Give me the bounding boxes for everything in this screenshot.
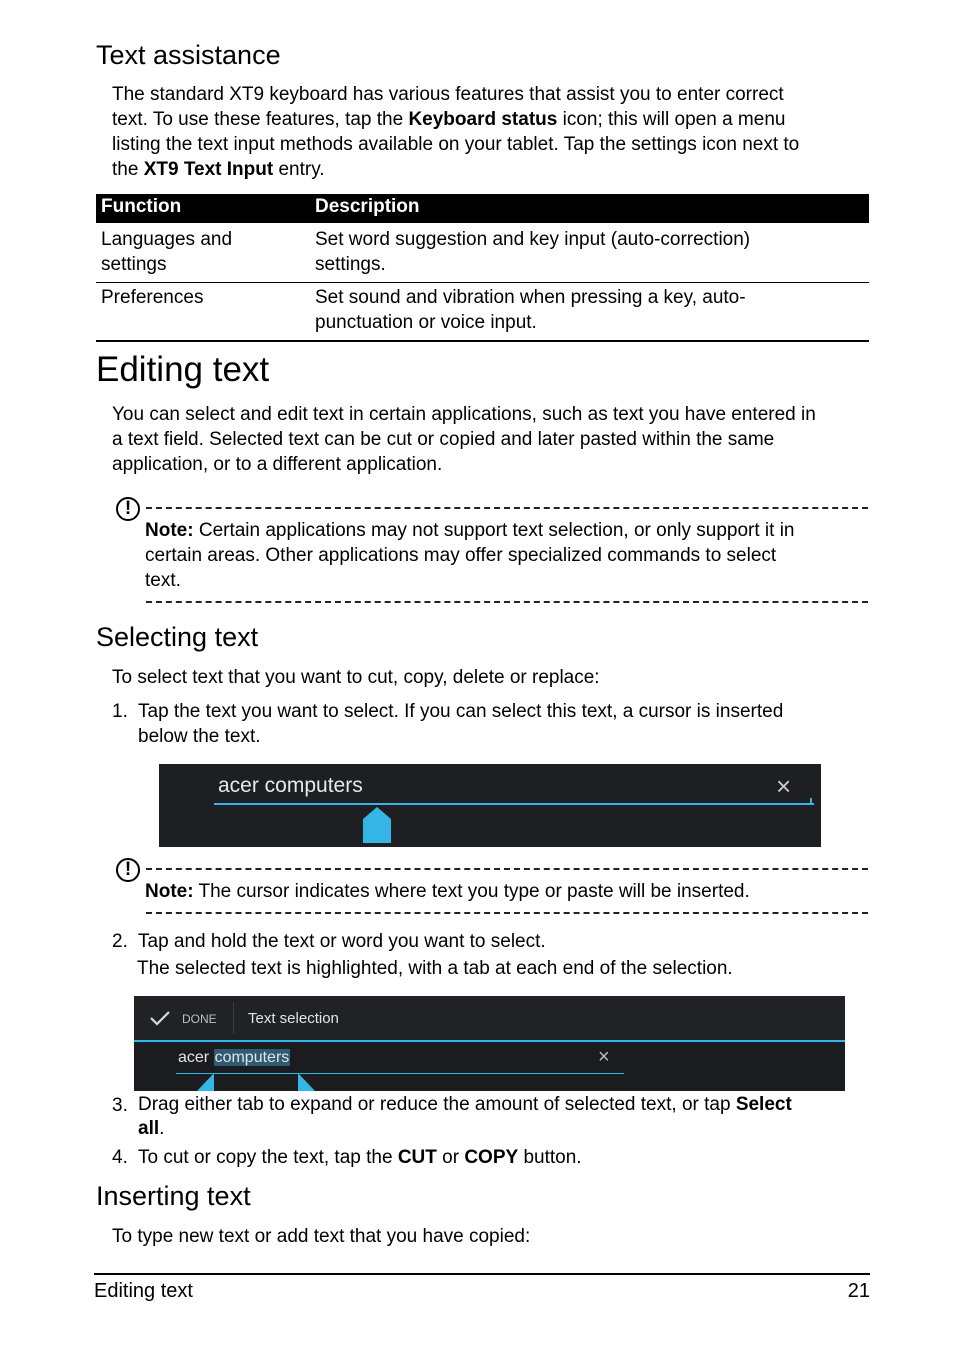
close-icon[interactable]: × — [776, 771, 792, 801]
step-number: 2. — [112, 931, 128, 952]
table-cell-description — [315, 227, 750, 277]
note-label: Note: — [145, 881, 194, 902]
paragraph-line — [138, 1093, 878, 1117]
function-table — [96, 194, 869, 341]
text-selection-screenshot — [134, 996, 845, 1091]
cell-line: punctuation or voice input. — [315, 312, 537, 333]
note-bottom-rule — [146, 601, 868, 603]
footer-rule — [94, 1273, 870, 1275]
cell-line: Languages and — [101, 229, 233, 250]
bold-term-all: all — [138, 1118, 160, 1139]
paragraph-line — [112, 107, 872, 132]
selecting-intro: To select text that you want to cut, copy, delete or replace: — [112, 667, 600, 688]
note-top-rule — [146, 507, 868, 509]
footer-section-title: Editing text — [94, 1280, 193, 1302]
step-number: 3. — [112, 1095, 128, 1116]
editing-text-paragraph — [112, 402, 882, 477]
table-cell-function — [101, 285, 203, 310]
text-run: Drag either tab to expand or reduce the amount of selected text, or tap — [138, 1094, 736, 1115]
step-2-detail: The selected text is highlighted, with a tab at each end of the selection. — [137, 958, 733, 979]
text-run: The cursor indicates where text you type or paste will be inserted. — [193, 881, 750, 902]
text-run: text. To use these features, tap the — [112, 109, 409, 130]
bold-term-copy: COPY — [464, 1147, 519, 1168]
text-run: To cut or copy the text, tap the — [138, 1147, 398, 1168]
unselected-word: acer — [178, 1049, 210, 1066]
paragraph-line: Tap the text you want to select. If you can select this text, a cursor is inserted — [138, 701, 784, 722]
note-box — [145, 518, 875, 593]
selected-word[interactable]: computers — [214, 1049, 290, 1066]
table-header-function: Function — [101, 196, 182, 217]
text-field-underline-end — [810, 798, 812, 805]
paragraph-line: application, or to a different application. — [112, 454, 443, 475]
bold-term-select: Select — [735, 1094, 792, 1115]
bold-term-keyboard-status: Keyboard status — [408, 109, 558, 130]
table-cell-description — [315, 285, 746, 335]
step-2 — [138, 929, 878, 954]
paragraph-line — [138, 1117, 878, 1141]
bold-term-cut: CUT — [397, 1147, 437, 1168]
section-heading-text-assistance: Text assistance — [96, 40, 281, 70]
step-3 — [138, 1093, 878, 1141]
table-header — [96, 194, 869, 223]
checkmark-icon[interactable] — [149, 1010, 171, 1026]
close-icon[interactable]: × — [598, 1046, 610, 1068]
paragraph-line: below the text. — [138, 726, 261, 747]
text-run: icon; this will open a menu — [557, 109, 786, 130]
action-bar-divider — [233, 1002, 234, 1034]
selection-end-handle-icon[interactable] — [297, 1073, 315, 1091]
text-assistance-paragraph — [112, 82, 872, 182]
note-box — [145, 879, 875, 904]
section-heading-selecting-text: Selecting text — [96, 622, 259, 652]
inserting-intro: To type new text or add text that you have copied: — [112, 1226, 531, 1247]
text-run: . — [159, 1118, 165, 1139]
step-number: 1. — [112, 701, 128, 722]
table-row-divider — [96, 282, 869, 283]
exclamation-circle-icon: ! — [116, 858, 140, 882]
cell-line: Preferences — [101, 287, 204, 308]
paragraph-line: certain areas. Other applications may offer specialized commands to select — [145, 545, 777, 566]
step-1 — [138, 699, 878, 749]
exclamation-circle-icon: ! — [116, 497, 140, 521]
cursor-handle-icon[interactable] — [362, 807, 392, 844]
paragraph-line — [145, 518, 875, 543]
table-row — [96, 223, 869, 282]
paragraph-line: listing the text input methods available on your tablet. Tap the settings icon next to — [112, 134, 800, 155]
text-field-value — [178, 1046, 290, 1070]
paragraph-line: You can select and edit text in certain applications, such as text you have entered in — [112, 404, 816, 425]
page-title-editing-text: Editing text — [96, 350, 270, 389]
text-field-underline — [214, 803, 814, 805]
action-bar — [134, 996, 845, 1040]
table-cell-function — [101, 227, 232, 277]
paragraph-line: text. — [145, 570, 181, 591]
table-bottom-rule — [96, 340, 869, 342]
step-4 — [138, 1145, 878, 1170]
text-run: entry. — [273, 159, 325, 180]
note-label: Note: — [145, 520, 194, 541]
bold-term-xt9-text-input: XT9 Text Input — [143, 159, 274, 180]
cell-line: settings. — [315, 254, 386, 275]
paragraph-line: The standard XT9 keyboard has various features that assist you to enter correct — [112, 84, 784, 105]
cell-line: Set word suggestion and key input (auto-correction) — [315, 229, 751, 250]
action-bar-accent-line — [134, 1040, 845, 1042]
paragraph-line — [112, 157, 872, 182]
note-top-rule — [146, 868, 868, 870]
text-run: the — [112, 159, 144, 180]
text-field-underline — [176, 1073, 624, 1074]
selection-start-handle-icon[interactable] — [197, 1073, 215, 1091]
text-run: button. — [518, 1147, 582, 1168]
text-run: or — [436, 1147, 465, 1168]
section-heading-inserting-text: Inserting text — [96, 1181, 251, 1211]
done-button[interactable]: DONE — [182, 1012, 217, 1026]
note-bottom-rule — [146, 912, 868, 914]
table-row — [96, 282, 869, 341]
cursor-screenshot — [159, 764, 821, 847]
cell-line: Set sound and vibration when pressing a key, auto- — [315, 287, 746, 308]
text-run: Certain applications may not support text selection, or only support it in — [193, 520, 795, 541]
table-header-description: Description — [315, 196, 420, 217]
cell-line: settings — [101, 254, 167, 275]
paragraph-line: a text field. Selected text can be cut or copied and later pasted within the same — [112, 429, 775, 450]
action-bar-title: Text selection — [248, 1010, 339, 1027]
page-number: 21 — [847, 1280, 870, 1302]
text-field-value: acer computers — [218, 774, 363, 797]
paragraph-line: Tap and hold the text or word you want to select. — [138, 931, 546, 952]
step-number: 4. — [112, 1147, 128, 1168]
